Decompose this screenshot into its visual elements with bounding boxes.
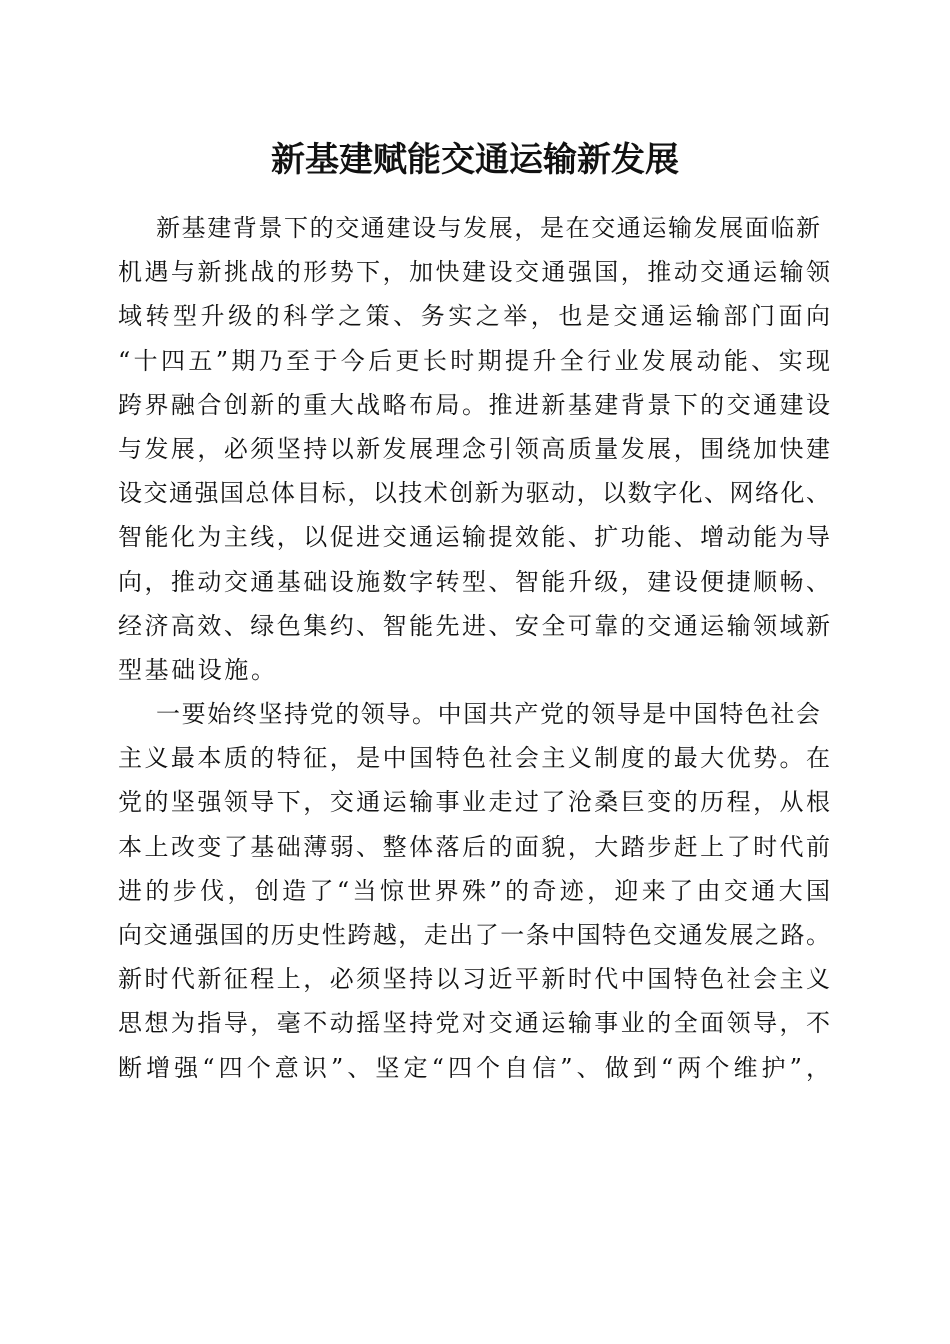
document-title: 新基建赋能交通运输新发展 <box>271 140 679 180</box>
paragraph-1-line-11: 型基础设施。 <box>118 655 278 684</box>
paragraph-1-line-9: 向，推动交通基础设施数字转型、智能升级，建设便捷顺畅、 <box>118 567 830 596</box>
paragraph-2-line-2: 主义最本质的特征，是中国特色社会主义制度的最大优势。在 <box>118 744 830 773</box>
paragraph-1-line-10: 经济高效、绿色集约、智能先进、安全可靠的交通运输领域新 <box>118 611 830 640</box>
paragraph-2-line-1: 一要始终坚持党的领导。中国共产党的领导是中国特色社会 <box>156 700 822 729</box>
paragraph-2-line-6: 向交通强国的历史性跨越，走出了一条中国特色交通发展之路。 <box>118 921 830 949</box>
paragraph-2-line-7: 新时代新征程上，必须坚持以习近平新时代中国特色社会主义 <box>118 965 830 994</box>
paragraph-2-line-8: 思想为指导，毫不动摇坚持党对交通运输事业的全面领导，不 <box>118 1009 830 1038</box>
paragraph-1-line-4: “十四五”期乃至于今后更长时期提升全行业发展动能、实现 <box>118 346 830 375</box>
paragraph-1-line-1: 新基建背景下的交通建设与发展，是在交通运输发展面临新 <box>156 214 822 242</box>
document-body <box>118 206 830 1090</box>
paragraph-1-line-5: 跨界融合创新的重大战略布局。推进新基建背景下的交通建设 <box>118 390 830 419</box>
paragraph-2-line-3: 党的坚强领导下，交通运输事业走过了沧桑巨变的历程，从根 <box>118 788 830 817</box>
paragraph-1-line-7: 设交通强国总体目标，以技术创新为驱动，以数字化、网络化、 <box>118 479 830 508</box>
paragraph-1-line-6: 与发展，必须坚持以新发展理念引领高质量发展，围绕加快建 <box>118 434 830 463</box>
paragraph-2-line-5: 进的步伐，创造了“当惊世界殊”的奇迹，迎来了由交通大国 <box>118 876 830 905</box>
paragraph-1-line-8: 智能化为主线，以促进交通运输提效能、扩功能、增动能为导 <box>118 523 830 552</box>
paragraph-1-line-2: 机遇与新挑战的形势下，加快建设交通强国，推动交通运输领 <box>118 258 830 287</box>
paragraph-2-line-4: 本上改变了基础薄弱、整体落后的面貌，大踏步赶上了时代前 <box>118 832 830 861</box>
paragraph-2-line-9: 断增强“四个意识”、坚定“四个自信”、做到“两个维护”， <box>118 1053 830 1082</box>
paragraph-1-line-3: 域转型升级的科学之策、务实之举，也是交通运输部门面向 <box>118 302 830 331</box>
